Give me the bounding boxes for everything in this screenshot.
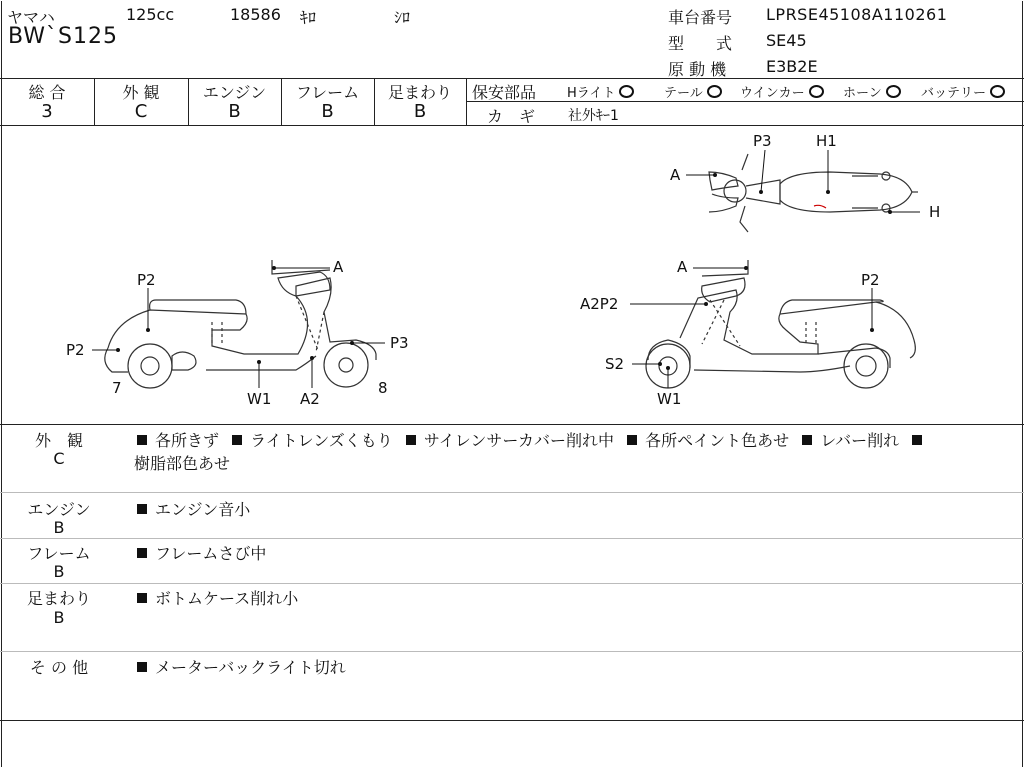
remark-item: サイレンサーカバー削れ中 (423, 431, 615, 450)
engine-code: E3B2E (766, 57, 818, 76)
safety-item-headlight (567, 82, 634, 101)
scooter-top-view (709, 154, 918, 232)
safety-item-horn (843, 82, 901, 101)
grade-label-suspension: 足まわり (387, 83, 452, 102)
label-right-a2p2: A2P2 (580, 295, 619, 313)
remark-item: メーターバックライト切れ (155, 658, 346, 677)
label-left-8: 8 (378, 379, 388, 397)
mileage-unit: ｷﾛ (300, 8, 317, 27)
grade-label-engine: エンジン (202, 83, 267, 102)
key-value: 社外ｷｰ1 (568, 108, 619, 124)
mileage: 18586 (230, 5, 281, 24)
bullet-square-icon (802, 435, 812, 445)
label-left-a2: A2 (300, 390, 320, 408)
divider-top (0, 78, 1024, 79)
safety-item-label: ホーン (843, 86, 882, 101)
safety-item-winker (740, 82, 824, 101)
bullet-square-icon (627, 435, 637, 445)
grade-value-frame: B (321, 101, 334, 122)
ok-circle-icon (886, 85, 901, 98)
label-top-p3: P3 (753, 132, 772, 150)
safety-label: 保安部品 (472, 83, 537, 102)
remark-item: 各所きず (155, 431, 220, 450)
label-top-h: H (929, 203, 941, 221)
remark-label-exterior: 外 観 (34, 431, 83, 450)
label-left-p2-top: P2 (137, 271, 156, 289)
label-left-p3: P3 (390, 334, 409, 352)
safety-item-tail (664, 82, 722, 101)
ok-circle-icon (707, 85, 722, 98)
key-label: カ ギ (487, 107, 536, 126)
grade-value-suspension: B (413, 101, 427, 122)
label-left-7: 7 (112, 379, 122, 397)
bullet-square-icon (912, 435, 922, 445)
grade-value-overall: 3 (41, 101, 53, 122)
frame-no-label: 車台番号 (668, 8, 733, 27)
safety-item-label: テール (664, 86, 703, 101)
label-left-p2-side: P2 (66, 341, 85, 359)
safety-item-label: バッテリー (921, 86, 987, 101)
remark-item: エンジン音小 (155, 500, 251, 519)
remark-grade-engine: B (53, 518, 65, 537)
maker: ヤマハ (7, 8, 55, 27)
remark-item: ライトレンズくもり (250, 431, 393, 450)
ok-circle-icon (619, 85, 634, 98)
label-right-p2: P2 (861, 271, 880, 289)
remark-grade-frame: B (53, 562, 65, 581)
bullet-square-icon (137, 435, 147, 445)
ok-circle-icon (809, 85, 824, 98)
remark-lines-suspension (137, 586, 298, 609)
remark-lines-exterior (137, 428, 930, 451)
bullet-square-icon (137, 662, 147, 672)
remark-item: フレームさび中 (155, 544, 267, 563)
safety-item-label: ウインカー (740, 86, 805, 101)
model-code-label: 型 式 (668, 34, 733, 53)
remark-item: ボトムケース削れ小 (155, 589, 299, 608)
remark-item-wrapped: 樹脂部色あせ (134, 454, 231, 473)
bullet-square-icon (406, 435, 416, 445)
label-right-s2: S2 (605, 355, 625, 373)
model-name: BW`S125 (8, 24, 119, 49)
remark-grade-exterior: C (53, 449, 65, 468)
label-top-a: A (670, 166, 681, 184)
remark-label-suspension: 足まわり (26, 589, 91, 608)
frame-no: LPRSE45108A110261 (766, 5, 948, 24)
bullet-square-icon (137, 593, 147, 603)
grade-label-exterior: 外 観 (122, 83, 160, 102)
grade-value-engine: B (228, 101, 241, 122)
remark-lines-engine (137, 497, 250, 520)
grade-label-frame: フレーム (295, 83, 360, 102)
model-code: SE45 (766, 31, 807, 50)
engine-label: 原 動 機 (668, 60, 727, 79)
label-left-a: A (333, 258, 344, 276)
remark-lines-frame (137, 541, 266, 564)
label-top-h1: H1 (816, 132, 837, 150)
safety-item-label: Hライト (567, 86, 616, 101)
displacement: 125cc (126, 5, 175, 24)
label-right-a: A (677, 258, 688, 276)
label-left-w1: W1 (247, 390, 272, 408)
ok-circle-icon (990, 85, 1005, 98)
grade-value-exterior: C (134, 101, 148, 122)
bullet-square-icon (137, 548, 147, 558)
remark-lines-other (137, 655, 346, 678)
damage-diagram (0, 125, 1024, 425)
label-right-w1: W1 (657, 390, 682, 408)
remark-label-other: そ の 他 (29, 658, 89, 677)
bullet-square-icon (232, 435, 242, 445)
remark-label-engine: エンジン (27, 500, 91, 519)
divider-grade-mid (466, 101, 1024, 102)
remark-grade-suspension: B (53, 608, 65, 627)
color: ｼﾛ (394, 8, 411, 27)
safety-item-battery (921, 82, 1005, 101)
remark-item: 各所ペイント色あせ (645, 431, 790, 450)
remark-label-frame: フレーム (27, 544, 91, 563)
grade-label-overall: 総 合 (28, 83, 66, 102)
bullet-square-icon (137, 504, 147, 514)
remark-item: レバー削れ (820, 431, 900, 450)
